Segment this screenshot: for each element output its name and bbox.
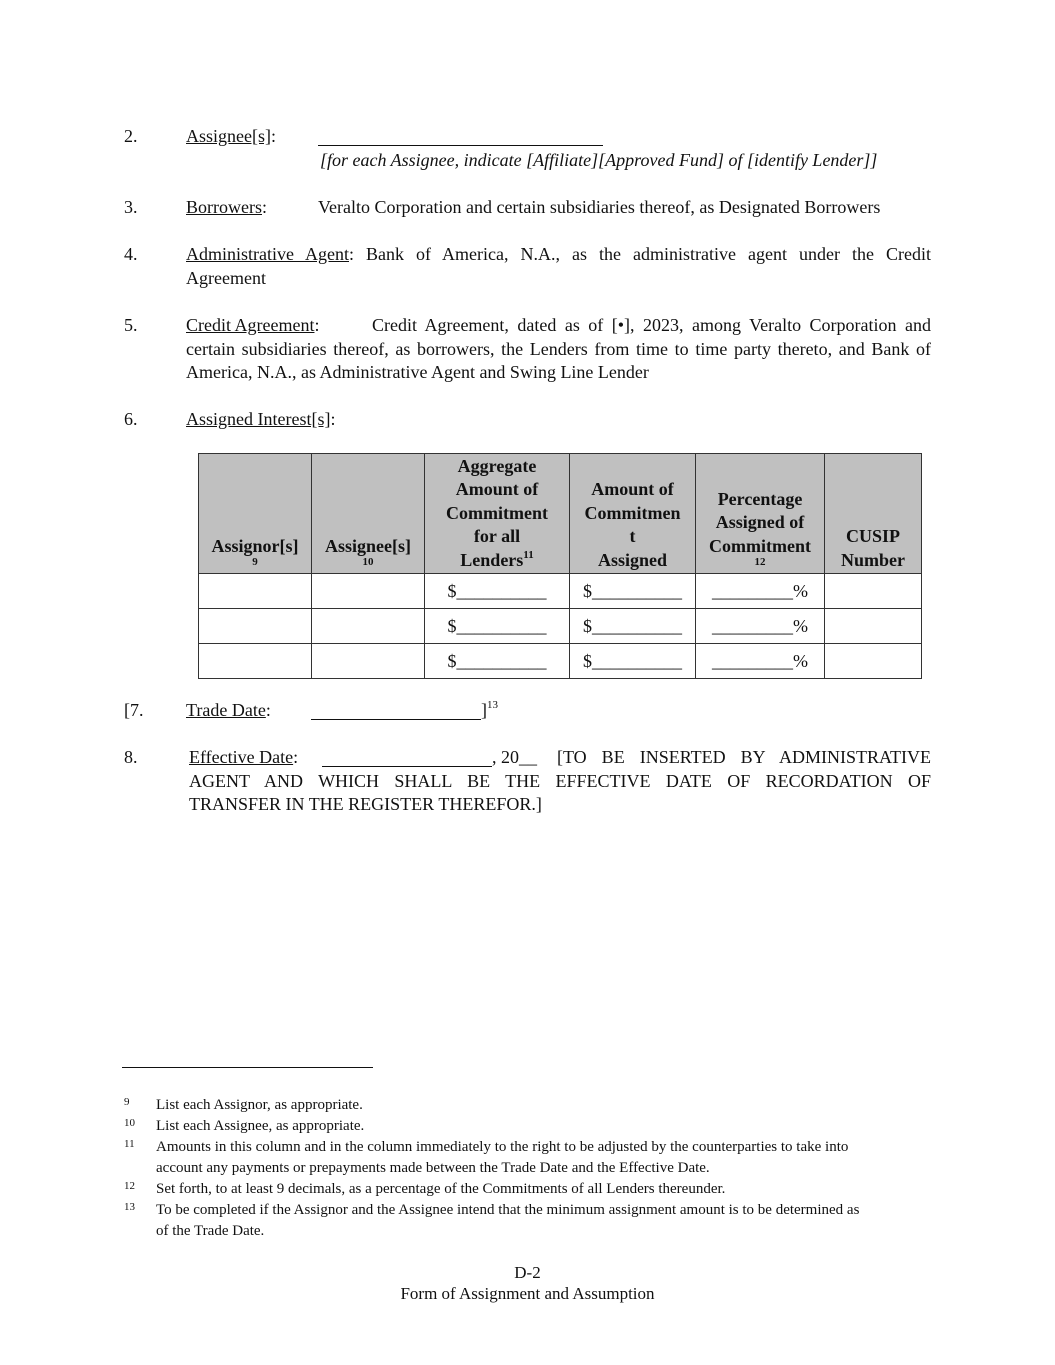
item-4-number: 4. xyxy=(124,244,138,264)
amount-assigned-value: $__________ xyxy=(583,650,682,671)
table-cell xyxy=(696,644,825,679)
form-title: Form of Assignment and Assumption xyxy=(400,1284,655,1303)
assignee-label: Assignee[s] xyxy=(186,126,271,146)
table-cell xyxy=(570,574,696,609)
table-cell xyxy=(696,574,825,609)
amount-assigned-value: $__________ xyxy=(583,580,682,601)
item-3-number: 3. xyxy=(124,197,138,217)
footnote-text: Set forth, to at least 9 decimals, as a percentage of the Commitments of all Lenders thereunder. xyxy=(156,1181,726,1197)
footnote-text: of the Trade Date. xyxy=(156,1223,265,1239)
table-cell xyxy=(199,644,312,679)
effective-date-line3: TRANSFER IN THE REGISTER THEREFOR.] xyxy=(189,794,542,814)
table-header-row xyxy=(199,454,922,574)
credit-agreement-label: Credit Agreement xyxy=(186,315,315,335)
trade-date-closing: ]$^{13}$ xyxy=(481,699,498,720)
credit-agreement-line1: Credit Agreement, dated as of [•], 2023, among Veralto Corporation and xyxy=(372,315,931,335)
footnote-number: 9 xyxy=(124,1096,130,1108)
footnote-text: Amounts in this column and in the column immediately to the right to be adjusted by the counterparties to take into xyxy=(156,1139,849,1155)
admin-agent-label: Administrative Agent xyxy=(186,244,349,264)
assigned-interests-colon: : xyxy=(330,409,336,429)
trade-date-footnote-ref: 13 xyxy=(487,699,498,711)
table-cell xyxy=(570,644,696,679)
table-row xyxy=(199,644,922,679)
header-cusip-number: CUSIP Number xyxy=(825,454,922,574)
footnote-number: 13 xyxy=(124,1201,135,1213)
table-cell xyxy=(825,609,922,644)
footnote-text: List each Assignee, as appropriate. xyxy=(156,1118,365,1134)
header-aggregate-amount: Aggregate Amount of Commitment for all Lenders$^{11}$ xyxy=(425,454,570,574)
footnote-number: 12 xyxy=(124,1180,135,1192)
footnote-11 xyxy=(124,1137,934,1179)
amount-assigned-value: $__________ xyxy=(583,615,682,636)
table-cell xyxy=(825,644,922,679)
borrowers-label: Borrowers xyxy=(186,197,262,217)
percentage-value: _________% xyxy=(712,615,808,636)
trade-date-label-line xyxy=(186,698,271,722)
table-cell xyxy=(199,609,312,644)
borrowers-value: Veralto Corporation and certain subsidiaries thereof, as Designated Borrowers xyxy=(318,197,881,217)
page-number: D-2 xyxy=(514,1263,541,1282)
admin-agent-text: : Bank of America, N.A., as the administrative agent under the Credit xyxy=(349,244,932,264)
trade-date-colon: : xyxy=(265,700,271,720)
aggregate-amount-value: $__________ xyxy=(447,650,547,671)
header-aggregate-footnote: 11 xyxy=(523,548,534,561)
credit-agreement-line2: certain subsidiaries thereof, as borrowers, the Lenders from time to time party thereto, and Bank of xyxy=(186,339,931,359)
table-cell xyxy=(570,609,696,644)
aggregate-amount-value: $__________ xyxy=(447,615,547,636)
credit-agreement-line3: America, N.A., as Administrative Agent and Swing Line Lender xyxy=(186,362,649,382)
assignee-note: [for each Assignee, indicate [Affiliate][Approved Fund] of [identify Lender]] xyxy=(320,150,878,170)
borrowers-colon: : xyxy=(261,197,267,217)
header-percentage-footnote: 12 xyxy=(754,556,766,568)
trade-date-blank xyxy=(311,702,481,720)
admin-agent-line2: Agreement xyxy=(186,268,266,288)
table-row xyxy=(199,609,922,644)
table-cell xyxy=(825,574,922,609)
table-cell xyxy=(425,574,570,609)
table-cell xyxy=(696,609,825,644)
footnote-13 xyxy=(124,1200,934,1242)
footnote-number: 10 xyxy=(124,1117,135,1129)
admin-agent-line1 xyxy=(186,242,931,266)
item-2-number: 2. xyxy=(124,126,138,146)
footnote-text: account any payments or prepayments made between the Trade Date and the Effective Date. xyxy=(156,1160,710,1176)
header-assignee-footnote: 10 xyxy=(362,556,374,568)
assigned-interests-label-line xyxy=(186,407,335,431)
item-8-number: 8. xyxy=(124,747,138,767)
credit-agreement-colon: : xyxy=(314,315,320,335)
header-assignor-footnote: 9 xyxy=(252,556,258,568)
assigned-interests-label: Assigned Interest[s] xyxy=(186,409,331,429)
effective-date-colon: : xyxy=(293,747,299,767)
percentage-value: _________% xyxy=(712,580,808,601)
footnote-text: To be completed if the Assignor and the Assignee intend that the minimum assignment amount is to be determined as xyxy=(156,1202,860,1218)
item-5-number: 5. xyxy=(124,315,138,335)
footnote-text: List each Assignor, as appropriate. xyxy=(156,1097,363,1113)
item-7-number: [7. xyxy=(124,700,144,720)
footnote-10 xyxy=(124,1116,934,1137)
header-amount-assigned: Amount of Commitmen t Assigned xyxy=(570,454,696,574)
assignee-blank xyxy=(318,128,603,146)
table-cell xyxy=(312,574,425,609)
header-assignee: Assignee[s] 10 xyxy=(312,454,425,574)
credit-agreement-label-line xyxy=(186,313,319,337)
aggregate-amount-value: $__________ xyxy=(447,580,547,601)
item-6-number: 6. xyxy=(124,409,138,429)
effective-date-label-line xyxy=(189,745,298,769)
footnote-12 xyxy=(124,1179,934,1200)
footnote-9 xyxy=(124,1095,934,1116)
header-percentage-assigned: Percentage Assigned of Commitment 12 xyxy=(696,454,825,574)
table-cell xyxy=(199,574,312,609)
table-row xyxy=(199,574,922,609)
header-assignor: Assignor[s] 9 xyxy=(199,454,312,574)
footnote-number: 11 xyxy=(124,1138,135,1150)
table-cell xyxy=(425,609,570,644)
table-cell xyxy=(312,644,425,679)
table-cell xyxy=(425,644,570,679)
effective-date-year: , 20__ xyxy=(492,747,537,767)
effective-date-label: Effective Date xyxy=(189,747,294,767)
assignee-colon: : xyxy=(270,126,276,146)
effective-date-line1-tail: [TO BE INSERTED BY ADMINISTRATIVE xyxy=(557,747,931,767)
effective-date-line2: AGENT AND WHICH SHALL BE THE EFFECTIVE DATE OF RECORDATION OF xyxy=(189,771,931,791)
assignee-label-line xyxy=(186,124,276,148)
trade-date-label: Trade Date xyxy=(186,700,266,720)
percentage-value: _________% xyxy=(712,650,808,671)
assigned-interest-table xyxy=(198,453,922,679)
footnote-separator xyxy=(122,1067,373,1068)
effective-date-blank xyxy=(322,749,492,767)
table-cell xyxy=(312,609,425,644)
borrowers-label-line xyxy=(186,195,267,219)
